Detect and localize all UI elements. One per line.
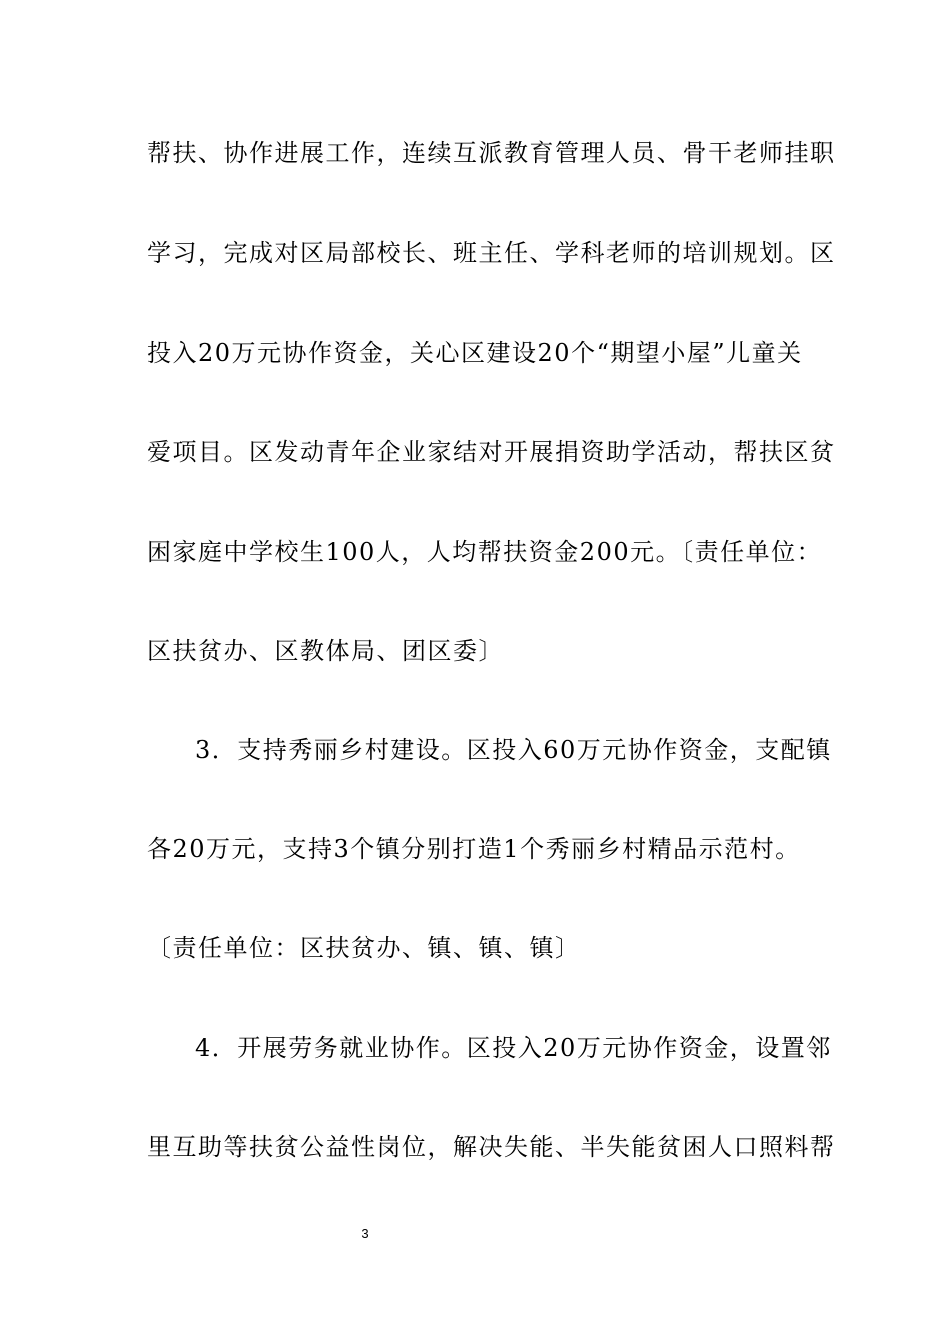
text-line-7: 3．支持秀丽乡村建设。区投入60万元协作资金，支配镇 <box>195 736 832 764</box>
text-line-9: 〔责任单位：区扶贫办、镇、镇、镇〕 <box>147 934 581 962</box>
text-line-10: 4．开展劳务就业协作。区投入20万元协作资金，设置邻 <box>195 1034 832 1062</box>
text-line-11: 里互助等扶贫公益性岗位，解决失能、半失能贫困人口照料帮 <box>147 1133 836 1161</box>
text-line-3: 投入20万元协作资金，关心区建设20个“期望小屋”儿童关 <box>147 339 803 367</box>
text-line-8: 各20万元，支持3个镇分别打造1个秀丽乡村精品示范村。 <box>147 835 801 863</box>
text-line-1: 帮扶、协作进展工作，连续互派教育管理人员、骨干老师挂职 <box>147 139 836 167</box>
text-line-2: 学习，完成对区局部校长、班主任、学科老师的培训规划。区 <box>147 239 836 267</box>
text-line-4: 爱项目。区发动青年企业家结对开展捐资助学活动，帮扶区贫 <box>147 438 836 466</box>
text-line-5: 困家庭中学校生100人，人均帮扶资金200元。〔责任单位： <box>147 538 823 566</box>
page-number: 3 <box>361 1226 369 1241</box>
text-line-6: 区扶贫办、区教体局、团区委〕 <box>147 637 504 665</box>
